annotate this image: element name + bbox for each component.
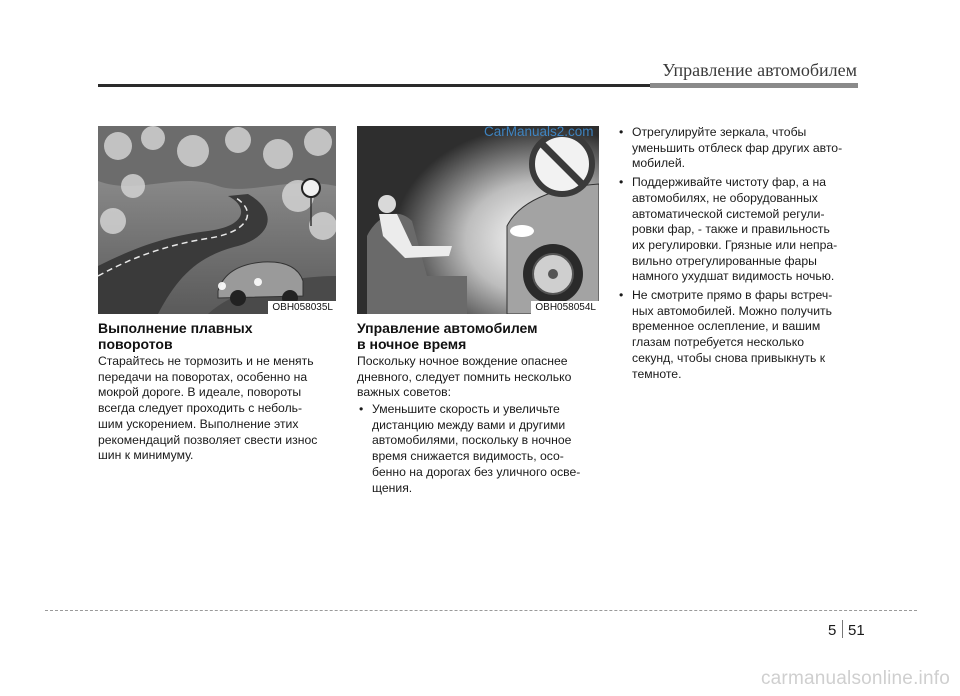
section-title-smooth-turns: Выполнение плавных поворотов bbox=[98, 320, 253, 352]
figure-code: OBH058054L bbox=[531, 301, 599, 314]
site-watermark: carmanualsonline.info bbox=[760, 668, 950, 689]
header-rule-accent bbox=[650, 83, 858, 88]
list-item: • Отрегулируйте зеркала, чтобы уменьшить отблеск фар других авто- мобилей. bbox=[617, 125, 859, 172]
paragraph-smooth-turns: Старайтесь не тормозить и не менять передачи на поворотах, особенно на мокрой дороге. В идеале, повороты всегда следует проходить с неболь- шим ускорением. Выполнение этих рекомендаций позволяет свести износ шин к минимуму. bbox=[98, 354, 318, 463]
list-item: • Уменьшите скорость и увеличьте дистанцию между вами и другими автомобилями, поскольку в ночное время снижается видимость, осо- бенно на дорогах без уличного осве- щения. bbox=[357, 402, 599, 496]
page-number-separator bbox=[842, 620, 843, 638]
page-number: 51 bbox=[848, 622, 865, 639]
list-item: • Не смотрите прямо в фары встреч- ных автомобилей. Можно получить временное ослепление, и вашим глазам потребуется несколько секунд, чтобы снова привыкнуть к темноте. bbox=[617, 288, 859, 382]
paragraph-night-intro: Поскольку ночное вождение опаснее дневного, следует помнить несколько важных советов: bbox=[357, 354, 572, 400]
figure-night-glare bbox=[357, 126, 599, 314]
prohibition-icon bbox=[532, 134, 592, 194]
night-tips-list bbox=[357, 402, 599, 499]
winding-road-illustration bbox=[98, 126, 336, 314]
footer-rule bbox=[45, 610, 917, 611]
list-item: • Поддерживайте чистоту фар, а на автомобилях, не оборудованных автоматической системой регули- ровки фар, - также и правильность их регулировки. Грязные или непра- вильно отрегулированные фары намного ухудшат видимость ночью. bbox=[617, 175, 859, 285]
running-header: Управление автомобилем bbox=[662, 60, 857, 80]
watermark: CarManuals2.com bbox=[484, 124, 594, 139]
figure-code: OBH058035L bbox=[268, 301, 336, 314]
night-glare-illustration bbox=[357, 126, 599, 314]
section-title-night-driving: Управление автомобилем в ночное время bbox=[357, 320, 538, 352]
night-tips-list-continued bbox=[617, 125, 859, 385]
chapter-number: 5 bbox=[828, 622, 837, 639]
figure-winding-road bbox=[98, 126, 336, 314]
